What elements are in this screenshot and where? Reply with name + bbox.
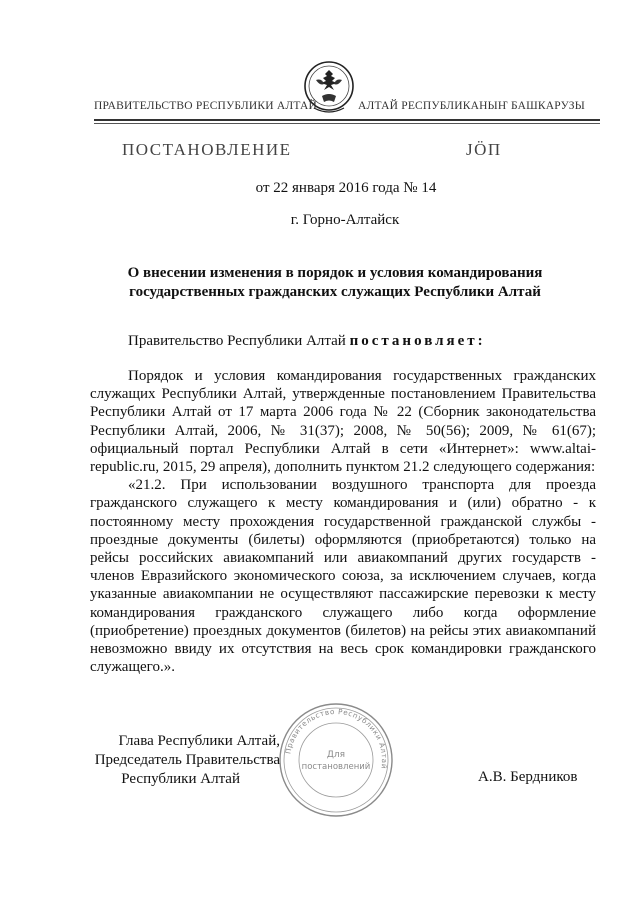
preamble xyxy=(128,333,486,350)
stamp-center-line-2: постановлений xyxy=(301,762,371,772)
header-rule xyxy=(94,119,600,121)
body-paragraph-2: «21.2. При использовании воздушного транспорта для проезда гражданского служащего к месту командирования и (или) обратно - к постоянному месту прохождения государственной гражданской службы - проездные документы (билеты) оформляются (приобретаются) только на рейсы российских авиакомпаний или авиакомпаний других государств - членов Евразийского экономического союза, за исключением случаев, когда указанные авиакомпании не осуществляют пассажирские перевозки к месту командирования гражданского служащего либо когда оформление (приобретение) проездных документов (билетов) на рейсы этих авиакомпаний невозможно ввиду их отсутствия на весь срок командировки гражданского служащего.». xyxy=(90,477,596,676)
org-name-altai: АЛТАЙ РЕСПУБЛИКАНЫҤ БАШКАРУЗЫ xyxy=(358,100,585,112)
document-body xyxy=(90,367,596,676)
doc-type-altai: JÖП xyxy=(466,140,502,159)
signatory-position-line-1: Глава Республики Алтай, xyxy=(118,733,280,749)
signatory-position xyxy=(90,732,280,789)
doc-type-russian: ПОСТАНОВЛЕНИЕ xyxy=(122,140,292,159)
signatory-position-line-3: Республики Алтай xyxy=(121,771,240,787)
org-name-russian: ПРАВИТЕЛЬСТВО РЕСПУБЛИКИ АЛТАЙ xyxy=(94,100,318,112)
document-title xyxy=(110,264,560,302)
document-date: от 22 января 2016 года № 14 xyxy=(255,180,437,196)
body-paragraph-1: Порядок и условия командирования государственных гражданских служащих Республики Алтай, утвержденные постановлением Правительства Республики Алтай от 17 марта 2006 года № 22 (Сборник законодательства Республики Алтай, 2006, № 31(37); 2008, № 50(56); 2009, № 61(67); официальный портал Республики Алтай в сети «Интернет»: www.altai-republic.ru, 2015, 29 апреля), дополнить пунктом 21.2 следующего содержания: xyxy=(90,368,596,476)
official-stamp xyxy=(276,700,396,820)
preamble-emphasis: постановляет: xyxy=(349,333,486,349)
signatory-position-line-2: Председатель Правительства xyxy=(94,752,280,768)
title-line-2: государственных гражданских служащих Республики Алтай xyxy=(129,284,541,300)
preamble-text: Правительство Республики Алтай xyxy=(128,333,350,349)
signatory-name: А.В. Бердников xyxy=(478,769,578,785)
document-city: г. Горно-Алтайск xyxy=(290,212,400,228)
stamp-outer-text: Правительство Республики Алтай xyxy=(283,706,390,770)
title-line-1: О внесении изменения в порядок и условия командирования xyxy=(127,265,543,281)
stamp-center-line-1: Для xyxy=(326,750,346,760)
header-rule-thin xyxy=(94,123,600,124)
